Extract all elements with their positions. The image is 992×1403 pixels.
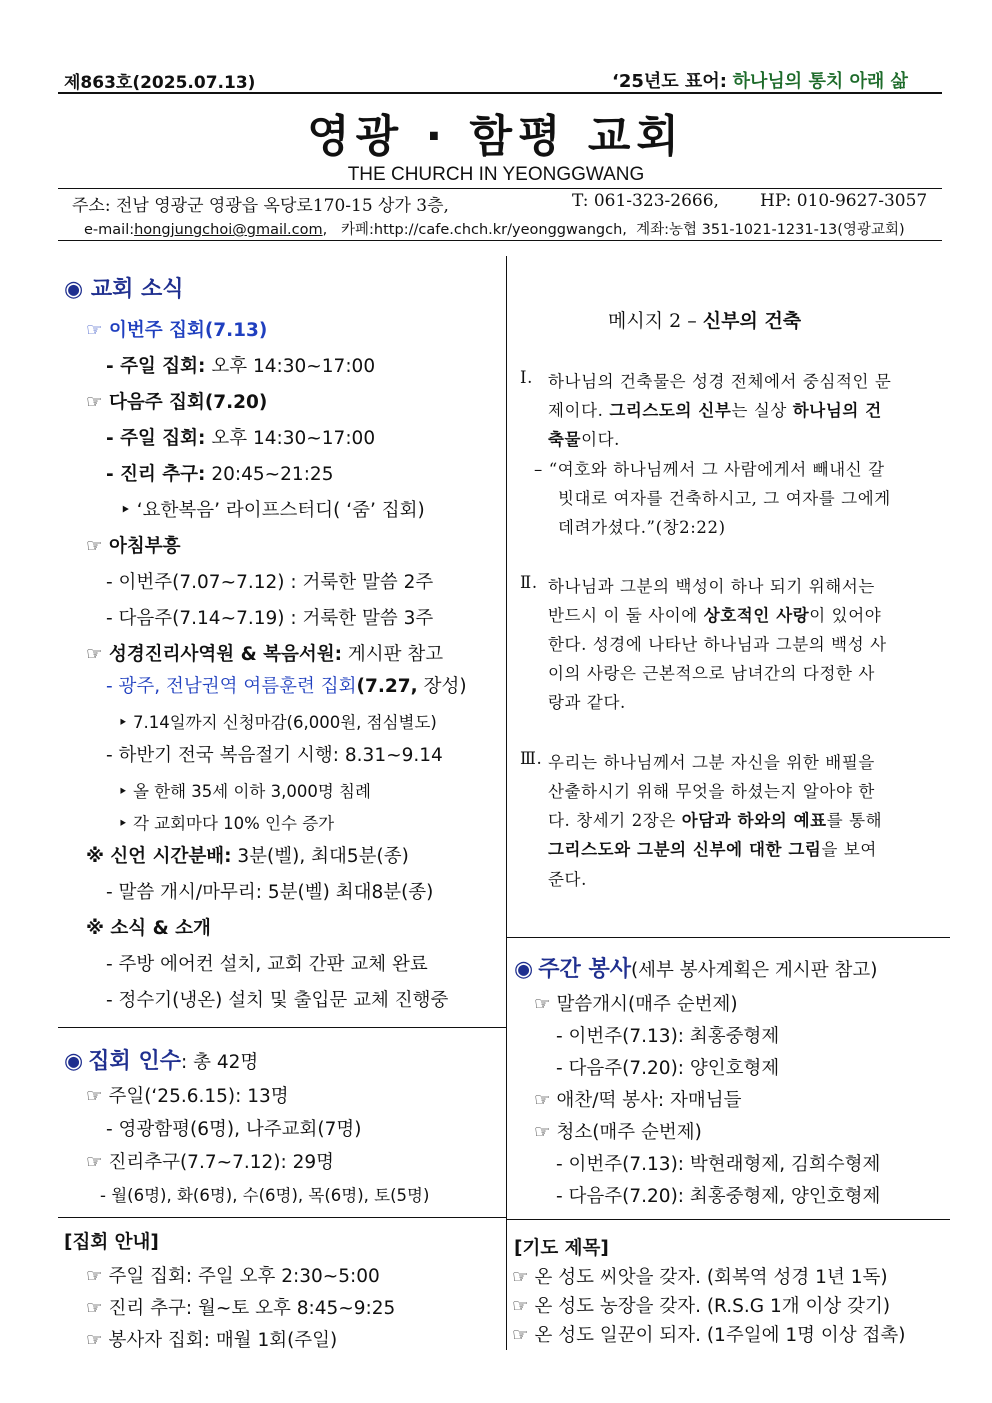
point-3-line-4: [548, 836, 877, 860]
point-1-line-2: [548, 397, 882, 421]
morning-next-week: - 다음주(7.14~7.19) : 거룩한 말씀 3주: [106, 608, 434, 629]
gospel-sub-2: ‣ 각 교회마다 10% 인수 증가: [118, 814, 335, 833]
church-phone: T: 061-323-2666,: [572, 191, 719, 211]
service-word-this: - 이번주(7.13): 최홍중형제: [556, 1026, 780, 1047]
value: 오후 14:30~17:00: [211, 356, 376, 377]
point-2-line-5: 랑과 같다.: [548, 693, 626, 712]
attendance-truth-sub: - 월(6명), 화(6명), 수(6명), 목(6명), 토(5명): [100, 1186, 430, 1205]
fisheye-bullet-icon: ◉: [64, 277, 84, 302]
summer-training-sub: ‣ 7.14일까지 신청마감(6,000원, 점심별도): [118, 713, 437, 732]
morning-revival-heading: ☞ 아침부흥: [86, 536, 181, 557]
church-name: 영광 · 함평 교회: [307, 111, 685, 162]
point-1-quote-2: 빗대로 여자를 건축하시고, 그 여자를 그에게: [558, 489, 891, 508]
message-number: 메시지 2 –: [608, 310, 703, 332]
motto: [612, 67, 908, 93]
t: 는 실상: [731, 401, 793, 420]
t: 제이다.: [548, 401, 610, 420]
value: 오후 14:30~17:00: [211, 428, 376, 449]
attendance-lord: ☞ 주일(‘25.6.15): 13명: [86, 1086, 289, 1107]
point-1-quote-3: 데려가셨다.”(창2:22): [558, 518, 726, 537]
t: 상호적인 사랑: [703, 606, 810, 625]
t: 이다.: [581, 430, 621, 449]
cafe-link[interactable]: 카페:http://cafe.chch.kr/yeonggwangch,: [341, 222, 627, 238]
church-mobile: HP: 010-9627-3057: [760, 191, 928, 211]
prophesy-time-sub: - 말씀 개시/마무리: 5분(벨) 최대8분(종): [106, 882, 434, 903]
t: 를 통해: [826, 811, 883, 830]
right-rule-2: [506, 1219, 950, 1220]
message-title: [608, 306, 801, 333]
attendance-total: : 총 42명: [180, 1052, 259, 1073]
truth-pursuit: [106, 460, 333, 486]
guide-item-2: ☞ 진리 추구: 월~토 오후 8:45~9:25: [86, 1298, 396, 1319]
t: 아담과 하와의 예표: [681, 811, 827, 830]
right-rule-1: [506, 937, 950, 938]
point-3-line-3: [548, 807, 882, 831]
point-2-line-1: 하나님과 그분의 백성이 하나 되기 위해서는: [548, 577, 875, 596]
service-title: [514, 952, 878, 983]
value: 20:45~21:25: [211, 464, 334, 485]
label: ☞ 성경진리사역원 & 복음서원:: [86, 644, 343, 665]
service-note: (세부 봉사계획은 게시판 참고): [630, 960, 878, 981]
point-2-number: Ⅱ.: [520, 573, 538, 592]
attendance-lord-sub: - 영광함평(6명), 나주교회(7명): [106, 1119, 362, 1140]
this-week-lord-meeting: [106, 352, 375, 378]
header-bottom-rule: [58, 240, 942, 241]
prayer-item-3: ☞ 온 성도 일꾼이 되자. (1주일에 1명 이상 접촉): [512, 1325, 906, 1346]
attendance-title-text: 집회 인수: [88, 1049, 181, 1074]
morning-this-week: - 이번주(7.07~7.12) : 거룩한 말씀 2주: [106, 572, 434, 593]
next-week-heading: ☞ 다음주 집회(7.20): [86, 392, 268, 413]
fisheye-bullet-icon: ◉: [514, 957, 534, 982]
left-rule-1: [58, 1027, 506, 1028]
bible-ministry: [86, 640, 443, 666]
contact-line: e-mail:hongjungchoi@gmail.com, 카페:http://cafe.chch.kr/yeonggwangch, 계좌:농협 351-1021-1231-13(영광교회): [84, 222, 905, 238]
prayer-item-1: ☞ 온 성도 씨앗을 갖자. (회복역 성경 1년 1독): [512, 1267, 888, 1288]
issue-number: 제863호(2025.07.13): [64, 73, 256, 93]
service-clean-this: - 이번주(7.13): 박현래형제, 김희수형제: [556, 1154, 881, 1175]
notice-2: - 정수기(냉온) 설치 및 출입문 교체 진행중: [106, 990, 449, 1011]
attendance-truth: ☞ 진리추구(7.7~7.12): 29명: [86, 1152, 335, 1173]
church-address: 주소: 전남 영광군 영광읍 옥당로170-15 상가 3층,: [72, 196, 449, 216]
point-2-line-3: 한다. 성경에 나타난 하나님과 그분의 백성 사: [548, 635, 887, 654]
bank-account: 계좌:농협 351-1021-1231-13(영광교회): [636, 222, 905, 238]
header-top-rule: [58, 92, 942, 94]
notice-heading: ※ 소식 & 소개: [86, 918, 211, 939]
guide-item-3: ☞ 봉사자 집회: 매월 1회(주일): [86, 1330, 338, 1351]
prayer-title: [기도 제목]: [514, 1238, 609, 1259]
training-text: - 광주, 전남권역 여름훈련 집회: [106, 676, 357, 697]
message-title-text: 신부의 건축: [702, 310, 802, 332]
point-1-line-3: [548, 426, 620, 450]
t: 그리스도의 신부: [609, 401, 732, 420]
label: ※ 신언 시간분배:: [86, 846, 232, 867]
prophesy-time: [86, 842, 409, 868]
church-name-english: THE CHURCH IN YEONGGWANG: [347, 164, 645, 185]
this-week-heading: ☞ 이번주 집회(7.13): [86, 320, 268, 341]
service-title-text: 주간 봉사: [538, 957, 631, 982]
news-title-text: 교회 소식: [90, 277, 184, 302]
point-3-line-2: 산출하시기 위해 무엇을 하셨는지 알아야 한: [548, 782, 875, 801]
value: 3분(벨), 최대5분(종): [237, 846, 409, 867]
email-label: e-mail:: [84, 222, 135, 238]
gospel-festival: - 하반기 전국 복음절기 시행: 8.31~9.14: [106, 745, 443, 766]
training-place: 장성): [423, 676, 467, 697]
point-2-line-2: [548, 602, 881, 626]
gospel-sub-1: ‣ 올 한해 35세 이하 3,000명 침례: [118, 782, 371, 801]
t: 반드시 이 둘 사이에: [548, 606, 704, 625]
prayer-item-2: ☞ 온 성도 농장을 갖자. (R.S.G 1개 이상 갖기): [512, 1296, 891, 1317]
t: 을 보여: [821, 840, 877, 859]
label: - 진리 추구:: [106, 464, 206, 485]
service-hymn: ☞ 애찬/떡 봉사: 자매님들: [534, 1090, 742, 1111]
point-1-quote-1: – “여호와 하나님께서 그 사람에게서 빼내신 갈: [534, 460, 885, 479]
service-clean-next: - 다음주(7.20): 최홍중형제, 양인호형제: [556, 1186, 881, 1207]
t: 이 있어야: [809, 606, 882, 625]
t: 그리스도와 그분의 신부에 대한 그림: [548, 840, 822, 859]
left-rule-2: [58, 1217, 506, 1218]
training-date: (7.27,: [356, 676, 418, 697]
column-divider-lower: [506, 938, 507, 1350]
motto-text: 하나님의 통치 아래 삶: [732, 71, 908, 92]
truth-pursuit-sub: ‣ ‘요한복음’ 라이프스터디( ‘줌’ 집회): [120, 500, 425, 521]
guide-title: [집회 안내]: [64, 1232, 159, 1253]
attendance-title: [64, 1044, 258, 1075]
value: 게시판 참고: [347, 644, 444, 665]
point-3-line-1: 우리는 하나님께서 그분 자신을 위한 배필을: [548, 753, 875, 772]
t: 하나님의 건: [792, 401, 882, 420]
point-3-line-5: 준다.: [548, 870, 587, 889]
point-1-number: Ⅰ.: [520, 368, 533, 387]
label: - 주일 집회:: [106, 428, 206, 449]
email-link[interactable]: hongjungchoi@gmail.com: [134, 222, 323, 238]
t: 축물: [548, 430, 582, 449]
service-word: ☞ 말씀개시(매주 순번제): [534, 994, 738, 1015]
motto-label: ‘25년도 표어:: [612, 71, 727, 92]
header-rule-1: [58, 188, 942, 189]
column-divider-upper: [506, 256, 507, 938]
t: 다. 창세기 2장은: [548, 811, 682, 830]
next-week-lord-meeting: [106, 424, 375, 450]
label: - 주일 집회:: [106, 356, 206, 377]
point-2-line-4: 이의 사랑은 근본적으로 남녀간의 다정한 사: [548, 664, 875, 683]
service-clean: ☞ 청소(매주 순번제): [534, 1122, 702, 1143]
notice-1: - 주방 에어컨 설치, 교회 간판 교체 완료: [106, 954, 428, 975]
guide-item-1: ☞ 주일 집회: 주일 오후 2:30~5:00: [86, 1266, 380, 1287]
point-1-line-1: 하나님의 건축물은 성경 전체에서 중심적인 문: [548, 372, 892, 391]
point-3-number: Ⅲ.: [520, 749, 543, 768]
summer-training: [106, 672, 467, 698]
fisheye-bullet-icon: ◉: [64, 1049, 84, 1074]
news-section-title: [64, 272, 184, 303]
service-word-next: - 다음주(7.20): 양인호형제: [556, 1058, 780, 1079]
